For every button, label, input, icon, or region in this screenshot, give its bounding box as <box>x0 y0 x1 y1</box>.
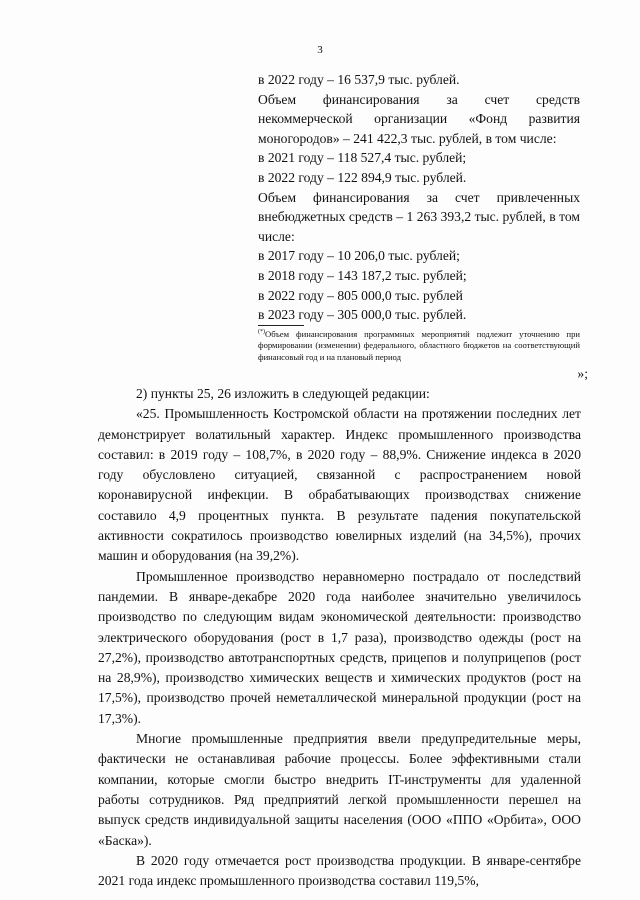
paragraph: Многие промышленные предприятия ввели предупредительные меры, фактически не останавливая рабочие процессы. Более эффективными стали компании, которые смогли быстро внедрить IT-инструменты для удаленной работы сотрудников. Ряд предприятий легкой промышленности перешел на выпуск средств индивидуальной защиты населения (ООО «ППО «Орбита», ООО «Баска»). <box>98 731 581 848</box>
main-text <box>98 384 581 891</box>
footnote-marker: (*) <box>258 329 265 335</box>
closing-quote: »; <box>577 366 588 381</box>
financing-paragraph: Объем финансирования за счет средств некоммерческой организации «Фонд развития моногородов» – 241 422,3 тыс. рублей, в том числе: <box>258 91 580 146</box>
financing-line: в 2022 году – 805 000,0 тыс. рублей <box>258 287 463 303</box>
financing-line: в 2022 году – 122 894,9 тыс. рублей. <box>258 169 467 185</box>
footnote-text: Объем финансирования программных мероприятий подлежит уточнению при формировании (изменении) федерального, областного бюджетов на соответствующий финансовый год и на плановый период <box>258 328 580 362</box>
financing-line: в 2023 году – 305 000,0 тыс. рублей. <box>258 307 467 323</box>
paragraph: «25. Промышленность Костромской области на протяжении последних лет демонстрирует волатильный характер. Индекс промышленного производства составил: в 2019 году – 108,7%, в 2020 году – 88,9%. Снижение индекса в 2020 году обусловлено ситуацией, связанной с распространением новой коронавирусной инфекции. В обрабатывающих производствах снижение составило 4,9 процентных пункта. В результате падения покупательской активности сократилось производство ювелирных изделий (на 34,5%), прочих машин и оборудования (на 39,2%). <box>98 406 581 564</box>
financing-line: в 2017 году – 10 206,0 тыс. рублей; <box>258 248 460 264</box>
footnote <box>258 327 580 363</box>
financing-paragraph: Объем финансирования за счет привлеченных внебюджетных средств – 1 263 393,2 тыс. рублей, в том числе: <box>258 189 580 244</box>
financing-line: в 2021 году – 118 527,4 тыс. рублей; <box>258 150 467 166</box>
paragraph: 2) пункты 25, 26 изложить в следующей редакции: <box>136 386 430 401</box>
financing-line: в 2022 году – 16 537,9 тыс. рублей. <box>258 72 460 87</box>
paragraph: Промышленное производство неравномерно пострадало от последствий пандемии. В январе-декабре 2020 года наиболее значительно увеличилось производство по следующим видам экономической деятельности: производство электрического оборудования (рост в 1,7 раза), производство одежды (рост на 27,2%), производство автотранспортных средств, прицепов и полуприцепов (рост на 28,9%), производство химических веществ и химических продуктов (рост на 17,5%), производство прочей неметаллической минеральной продукции (рост на 17,3%). <box>98 568 581 726</box>
financing-block <box>258 70 580 325</box>
footnote-divider <box>258 325 304 326</box>
page-number: 3 <box>317 44 323 56</box>
paragraph: В 2020 году отмечается рост производства продукции. В январе-сентябре 2021 года индекс промышленного производства составил 119,5%, <box>98 852 581 889</box>
financing-line: в 2018 году – 143 187,2 тыс. рублей; <box>258 267 467 283</box>
